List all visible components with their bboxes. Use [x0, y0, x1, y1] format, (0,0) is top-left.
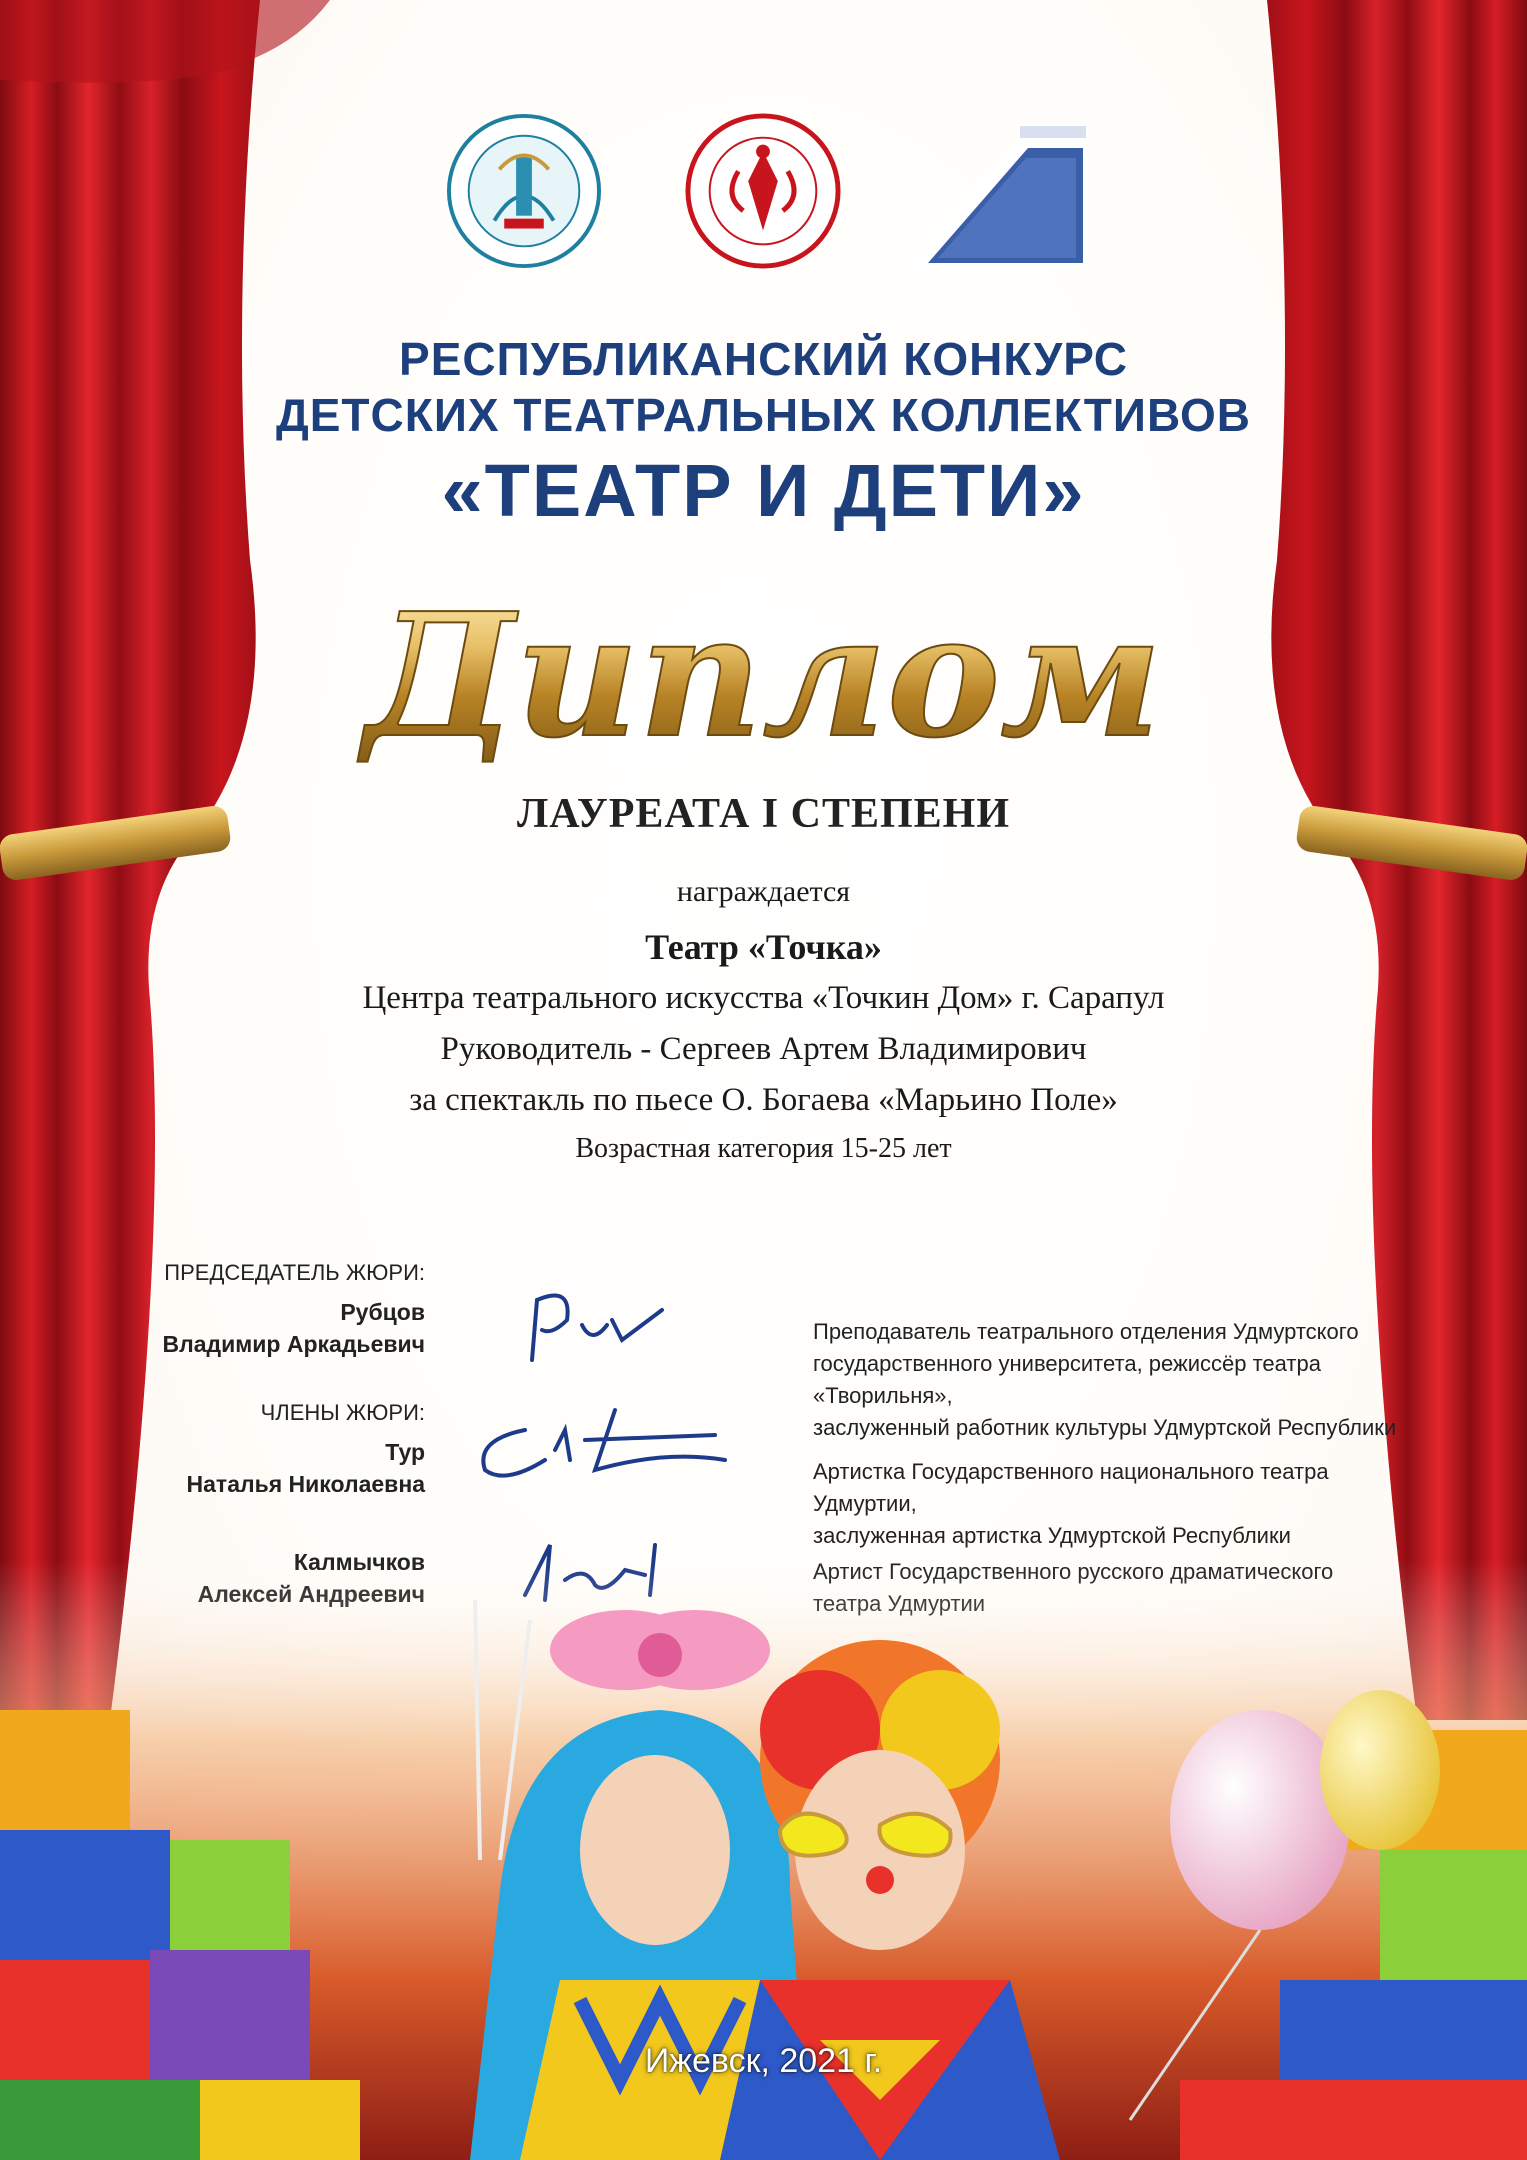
play-line: за спектакль по пьесе О. Богаева «Марьино Поле» [409, 1082, 1118, 1118]
contest-name: «ТЕАТР И ДЕТИ» [441, 449, 1086, 532]
jury-chair-label: ПРЕДСЕДАТЕЛЬ ЖЮРИ: [164, 1260, 425, 1285]
jury-chair-surname: Рубцов [340, 1299, 425, 1325]
jury-chair-signature [512, 1280, 682, 1370]
theatre-name: Театр «Точка» [645, 927, 882, 967]
balloon-pink [1170, 1710, 1350, 1930]
laureate-degree: ЛАУРЕАТА I СТЕПЕНИ [516, 791, 1011, 837]
awarded-label: награждается [676, 875, 851, 908]
jury-member-surname: Тур [385, 1439, 425, 1465]
jury-member-description [813, 1456, 1433, 1552]
diploma-title-text: Диплом [364, 576, 1162, 776]
director-line: Руководитель - Сергеев Артем Владимирович [440, 1031, 1087, 1067]
contest-title-line1: РЕСПУБЛИКАНСКИЙ КОНКУРС [399, 333, 1128, 385]
jury-member-name [187, 1436, 425, 1500]
balloon-yellow [1320, 1690, 1440, 1850]
age-category: Возрастная категория 15-25 лет [575, 1133, 952, 1164]
jury-chair-description [813, 1316, 1433, 1444]
jury-member-desc-line: заслуженная артистка Удмуртской Республики [813, 1523, 1291, 1548]
jury-chair-fullname: Владимир Аркадьевич [162, 1331, 425, 1357]
jury-chair-desc-line: государственного университета, режиссёр театра «Творильня», [813, 1351, 1321, 1408]
jury-chair-desc-line: Преподаватель театрального отделения Удмуртского [813, 1319, 1359, 1344]
jury-member-signature [465, 1390, 755, 1490]
theatre-center: Центра театрального искусства «Точкин Дом» г. Сарапул [362, 980, 1165, 1016]
jury-chair-name [163, 1296, 425, 1360]
rdnt-emblem-icon [684, 112, 842, 270]
diploma-title [0, 575, 1527, 785]
contest-title-line2: ДЕТСКИХ ТЕАТРАЛЬНЫХ КОЛЛЕКТИВОВ [275, 389, 1252, 441]
national-projects-kultura-icon [908, 118, 1088, 268]
jury-chair-desc-line: заслуженный работник культуры Удмуртской Республики [813, 1415, 1397, 1440]
city-year: Ижевск, 2021 г. [644, 2042, 883, 2080]
jury-members-label: ЧЛЕНЫ ЖЮРИ: [260, 1400, 425, 1425]
logos-row [0, 100, 1527, 280]
jury-member-fullname: Наталья Николаевна [186, 1471, 425, 1497]
jury-member-desc-line: Артистка Государственного национального театра Удмуртии, [813, 1459, 1329, 1516]
ministry-culture-emblem-icon [445, 112, 603, 270]
